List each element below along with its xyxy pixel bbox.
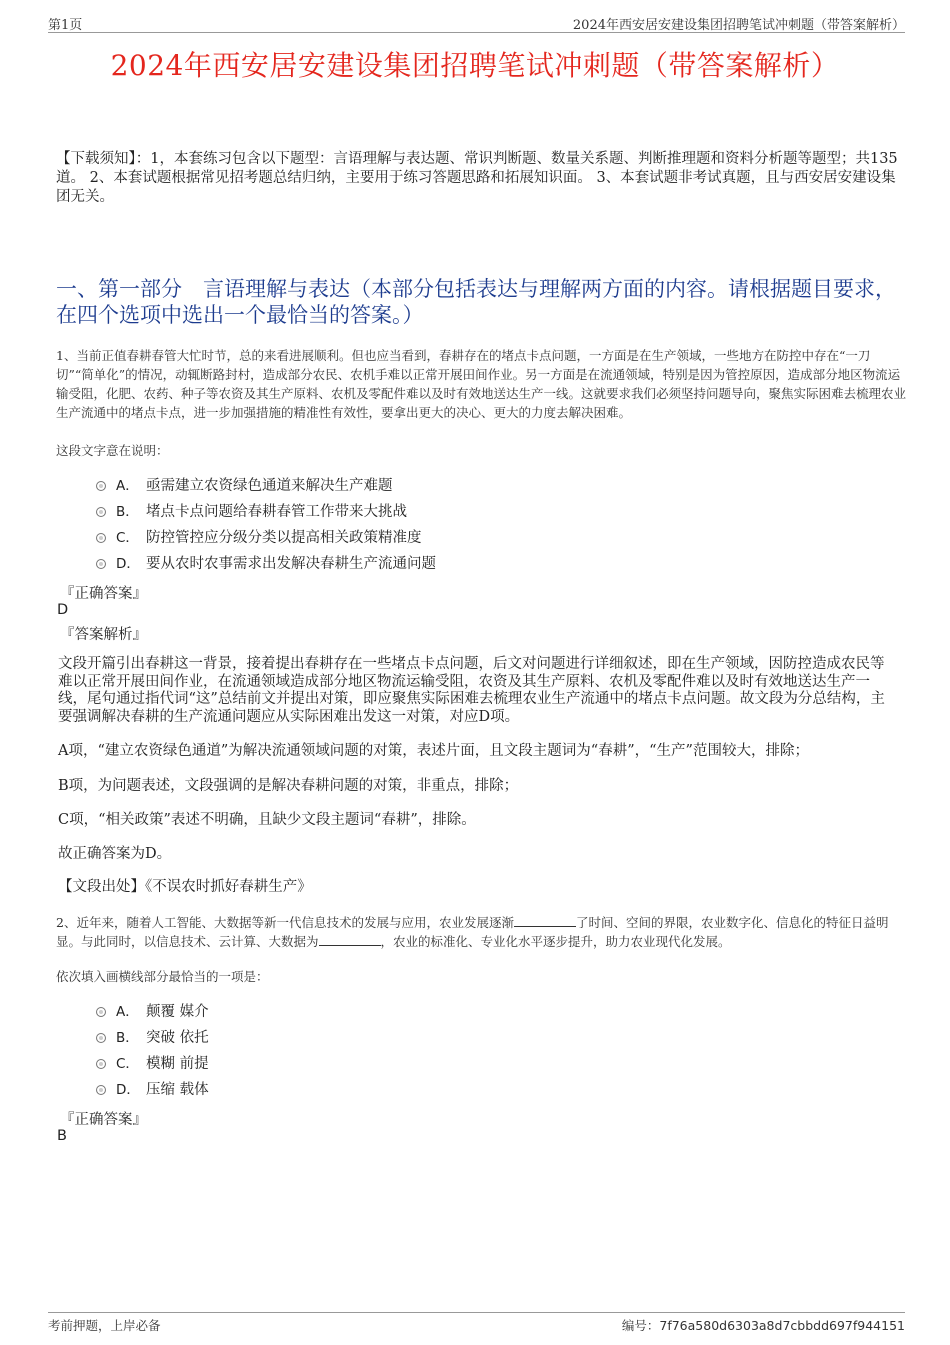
radio-icon[interactable]	[96, 533, 106, 543]
q2-option-b[interactable]: B． 突破 依托	[96, 1028, 209, 1048]
q1-analysis-c: C项，“相关政策”表述不明确，且缺少文段主题词“春耕”，排除。	[58, 812, 476, 828]
footer-code: 编号：7f76a580d6303a8d7cbbdd697f944151	[621, 1318, 905, 1333]
q1-prompt: 这段文字意在说明：	[56, 443, 169, 458]
q1-analysis-label: 『答案解析』	[60, 627, 147, 643]
radio-icon[interactable]	[96, 1059, 106, 1069]
q1-analysis-b: B项，为问题表述，文段强调的是解决春耕问题的对策，非重点，排除；	[58, 778, 519, 794]
q1-option-b[interactable]: B． 堵点卡点问题给春耕春管工作带来大挑战	[96, 502, 407, 522]
q2-prompt: 依次填入画横线部分最恰当的一项是：	[56, 969, 269, 984]
radio-icon[interactable]	[96, 559, 106, 569]
q1-option-d[interactable]: D． 要从农时农事需求出发解决春耕生产流通问题	[96, 554, 436, 574]
q1-analysis-conclusion: 故正确答案为D。	[58, 846, 172, 862]
footer-slogan: 考前押题，上岸必备	[48, 1318, 161, 1333]
q1-source: 【文段出处】《不误农时抓好春耕生产》	[58, 879, 312, 895]
fill-blank-1	[514, 914, 576, 927]
q1-text: 1、当前正值春耕春管大忙时节，总的来看进展顺利。但也应当看到，春耕存在的堵点卡点问题，一方面是在生产领域，一些地方在防控中存在“一刀切”“简单化”的情况，动辄断路封村，造成部分农民、农机手难以正常开展田间作业。另一方面是在流通领域，特别是因为管控原因，造成部分地区物流运输受阻，化肥、农药、种子等农资及其生产原料、农机及零配件难以及时有效地送达生产一线。这就要求我们必须坚持问题导向，聚焦实际困难去梳理农业生产流通中的堵点卡点，进一步加强措施的精准性有效性，要拿出更大的决心、更大的力度去解决困难。	[56, 348, 907, 420]
download-notice: 【下载须知】：1，本套练习包含以下题型：言语理解与表达题、常识判断题、数量关系题、判断推理题和资料分析题等题型；共135道。 2、本套试题根据常见招考题总结归纳，主要用于练习答题思路和拓展知识面。 3、本套试题非考试真题，且与西安居安建设集团无关。	[56, 151, 898, 205]
fill-blank-2	[319, 933, 381, 946]
radio-icon[interactable]	[96, 1007, 106, 1017]
q2-answer-label: 『正确答案』	[60, 1112, 147, 1128]
q2-answer: B	[57, 1128, 67, 1144]
q1-option-c[interactable]: C． 防控管控应分级分类以提高相关政策精准度	[96, 528, 422, 548]
q1-analysis-main: 文段开篇引出春耕这一背景，接着提出春耕存在一些堵点卡点问题，后文对问题进行详细叙述，即在生产领域，因防控造成农民等难以正常开展田间作业，在流通领域造成部分地区物流运输受阻，农资及其生产原料、农机及零配件难以及时有效地送达生产一线，尾句通过指代词“这”总结前文并提出对策，即应聚焦实际困难去梳理农业生产流通中的堵点卡点问题。故文段为分总结构，主要强调解决春耕的生产流通问题应从实际困难出发这一对策，对应D项。	[58, 656, 885, 725]
document-title: 2024年西安居安建设集团招聘笔试冲刺题（带答案解析）	[110, 49, 840, 82]
header-doc-title: 2024年西安居安建设集团招聘笔试冲刺题（带答案解析）	[572, 18, 905, 33]
q1-analysis-a: A项，“建立农资绿色通道”为解决流通领域问题的对策，表述片面，且文段主题词为“春耕”，“生产”范围较大，排除；	[58, 743, 809, 759]
radio-icon[interactable]	[96, 507, 106, 517]
radio-icon[interactable]	[96, 1033, 106, 1043]
radio-icon[interactable]	[96, 1085, 106, 1095]
page-number: 第1页	[48, 18, 83, 33]
page-footer	[48, 1312, 905, 1333]
page-header	[48, 14, 905, 33]
q2-option-d[interactable]: D． 压缩 载体	[96, 1080, 209, 1100]
section-title: 一、第一部分 言语理解与表达（本部分包括表达与理解两方面的内容。请根据题目要求，在四个选项中选出一个最恰当的答案。）	[56, 277, 896, 327]
q2-option-a[interactable]: A． 颠覆 媒介	[96, 1002, 209, 1022]
q2-option-c[interactable]: C． 模糊 前提	[96, 1054, 209, 1074]
q2-text: 2、近年来，随着人工智能、大数据等新一代信息技术的发展与应用，农业发展逐渐 了时间、空间的界限，农业数字化、信息化的特征日益明显。与此同时，以信息技术、云计算、大数据为 ，农业的标准化、专业化水平逐步提升，助力农业现代化发展。	[56, 915, 889, 949]
q1-answer-label: 『正确答案』	[60, 586, 147, 602]
radio-icon[interactable]	[96, 481, 106, 491]
q1-answer: D	[57, 602, 69, 618]
q1-option-a[interactable]: A． 亟需建立农资绿色通道来解决生产难题	[96, 476, 393, 496]
